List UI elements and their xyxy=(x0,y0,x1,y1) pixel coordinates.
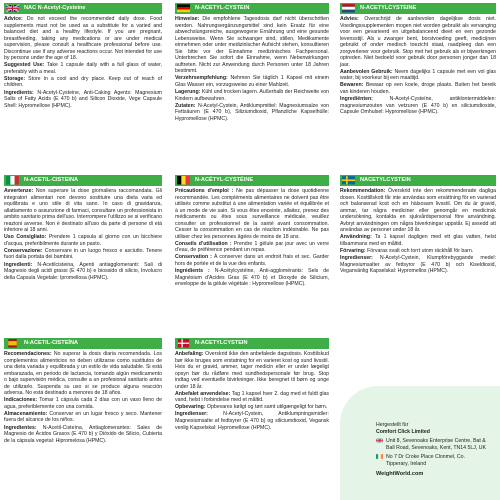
verzehrsempfehlung-text: Nehmen Sie täglich 1 Kapsel mit einem Glas Wasser ein, vorzugsweise zu einer Mahlzeit. xyxy=(175,75,329,88)
avvertenze-paragraph xyxy=(4,188,162,234)
manufacturer-heading-2: Comfort Click Limited xyxy=(376,428,430,435)
section-header-danish xyxy=(175,338,329,349)
verzehrsempfehlung-paragraph xyxy=(175,75,329,88)
ireland-flag-icon-small xyxy=(376,454,383,460)
anbefaling-label: Anbefaling: xyxy=(175,351,204,357)
germany-flag-icon xyxy=(177,4,190,13)
manufacturer-panel xyxy=(340,386,500,500)
section-header-english xyxy=(4,3,162,14)
section-title: NACETYLCYSTEIN xyxy=(360,177,411,184)
precautions-paragraph xyxy=(175,188,329,240)
bewaren-paragraph xyxy=(340,82,496,95)
ingredients-text: N-Acetyl-Cysteine, Anti-Caking Agents: Magnesium Salts of Fatty Acids (E 470 b) and Silicon Dioxide, Vege Capsule Shell: Hypromellose (HPMC). xyxy=(4,89,162,109)
conservation-paragraph xyxy=(175,254,329,267)
conservazione-paragraph xyxy=(4,248,162,261)
section-danish xyxy=(175,338,329,432)
anvandning-text: Ta 1 kapsel dagligen med ett glas vatten, helst tillsammans med en måltid. xyxy=(340,234,496,247)
almacenamiento-text: Conservar en un lugar fresco y seco. Mantener fuera del alcance de los niños. xyxy=(4,410,162,424)
suggested-use-label: Suggested Use: xyxy=(4,62,45,69)
conservation-text: À conserver dans un endroit frais et sec. Garder hors de portée et de la vue des enfants. xyxy=(175,254,329,268)
recomendaciones-paragraph xyxy=(4,351,162,397)
ingredienten-text: N-Acetyl-Cysteïne, antiklontermiddelen: magnesiumzouten van vetzuren (E 470 b) en siliciumdioxide, Capsule Omhulsel: Hypromellose (HPMC). xyxy=(340,96,496,116)
section-french xyxy=(175,175,329,288)
advice-text: Do not exceed the recommended daily dose. Food supplements must not be used as a substitute for a varied and balanced diet and a healthy lifestyle. If you are pregnant, breastfeeding, taking any medications or are under medical supervision, please consult a healthcare professional before use. Discontinue use if any adverse reactions occur. Not intended for use by persons under the age of 18. xyxy=(4,16,162,62)
recomendaciones-label: Recomendaciones: xyxy=(4,351,52,357)
section-italian xyxy=(4,175,162,282)
uso-label: Uso Consigliato: xyxy=(4,234,47,241)
denmark-flag-icon xyxy=(177,339,190,348)
ingredienser-da-text: N-Acetyl-Cystein, Antiklumpningsmidler: Magnesiumsalte af fedtsyrer (E 470 b) og siliciumdioxid, Vegansk venlig Kapselskal: Hypromellose (HPMC). xyxy=(175,411,329,431)
aanbevolen-text: Neem dagelijks 1 capsule met een vol glas water, bij voorkeur bij een maaltijd. xyxy=(340,68,496,82)
verzehrsempfehlung-label: Verzehrsempfehlung: xyxy=(175,75,228,82)
hinweise-text: Die empfohlene Tagesdosis darf nicht überschritten werden. Nahrungsergänzungsmittel sind kein Ersatz für eine abwechslungsreiche, ausgewogene Ernährung und eine gesunde Lebensweise. Wenn Sie schwanger sind, stillen, Medikamente einnehmen oder unter medizinischer Aufsicht stehen, konsultieren Sie bitte vor der Einnahme medizinisches Fachpersonal. Unterbrechen Sie sofort die Einnahme, wenn Nebenwirkungen auftreten. Nicht zur Anwendung durch Personen unter 18 Jahren bestimmt. xyxy=(175,16,330,75)
uk-flag-icon xyxy=(6,4,19,13)
ingredients-label: Ingredients: xyxy=(4,89,34,96)
zutaten-paragraph xyxy=(175,103,329,123)
precautions-label: Précautions d'emploi : xyxy=(175,188,234,194)
rekommendation-text: Överskrid inte den rekommenderade dagliga dosen. Kosttillskott får inte användas som ersättning för en varierad och balanserad kost och en hälsosam livsstil. Om du är gravid, ammar, tar några mediciner eller genomgår en medicinsk undersökning, kontakta en sjukvårdspersonal före användning. Avbryt användningen om några biverkningar uppstår. Ej avsedd att användas av personer under 18 år. xyxy=(340,188,496,234)
rekommendation-paragraph xyxy=(340,188,496,234)
conseils-label: Conseils d'utilisation : xyxy=(175,240,232,247)
conservation-label: Conservation : xyxy=(175,254,212,261)
ingredients-fr-text: N-Acétylcystéine, Anti-agglomérants: Sels de Magnésium d'Acides Gras (E 470 b) et Dioxyde de Silicium, enveloppe de la gélule végétale : Hypromellose (HPMC). xyxy=(175,268,329,288)
opbevaring-label: Opbevaring: xyxy=(175,404,206,411)
ingredienser-sv-label: Ingredienser: xyxy=(340,254,373,261)
advies-paragraph xyxy=(340,16,496,68)
anvandning-paragraph xyxy=(340,234,496,247)
advice-paragraph xyxy=(4,16,162,62)
zutaten-text: N-Acetyl-Cystein, Antiklumpmittel: Magnesiumsalze von Fettsäuren (E 470 b), Siliziumdioxid, Pflanzliche Kapselhülle: Hypromellose (HPMC). xyxy=(175,102,329,122)
advice-label: Advice: xyxy=(4,16,23,22)
ingredients-fr-label: Ingrédients : xyxy=(175,268,210,275)
precautions-text: Ne pas dépasser la dose quotidienne recommandée. Les compléments alimentaires ne doivent pas être utilisés comme substitut à une alimentation variée et équilibrée et à un mode de vie sain. Si vous êtes enceinte, allaitez, prenez des médicaments ou êtes sous surveillance médicale, veuillez consulter un professionnel de la santé avant consommation. Cesser la consommation en cas de réaction indésirable. Ne pas utiliser chez les personnes âgées de moins de 18 ans. xyxy=(175,188,329,240)
anvandning-label: Användning: xyxy=(340,234,372,241)
section-title: N-ACETIL-CISTEINA xyxy=(24,177,79,184)
section-title: N-ACETYLCYSTEIN xyxy=(195,340,248,347)
indicaciones-paragraph xyxy=(4,397,162,410)
website-link[interactable]: WeightWorld.com xyxy=(376,470,424,477)
conservazione-text: Conservare in un luogo fresco e asciutto. Tenere fuori dalla portata dei bambini. xyxy=(4,247,162,261)
avvertenze-label: Avvertenze: xyxy=(4,188,34,194)
section-title: N-ACÉTYL-CYSTÉINE xyxy=(195,177,254,184)
section-title: NAC N-Acetyl-Cysteine xyxy=(24,5,86,12)
section-dutch xyxy=(340,3,496,116)
section-header-german xyxy=(175,3,329,14)
bewaren-label: Bewaren: xyxy=(340,82,364,89)
section-title: N-ACETYLCYSTEINE xyxy=(360,5,417,12)
ingredienser-sv-text: N-Acetyl-Cystein, Klumpförebyggande medel: Magnesiumsalter av fettsyror (E 470 b) och Kiseldioxid, Veganvänlig Kapselskal: Hypromellos (HPMC). xyxy=(340,254,496,275)
uk-address-row xyxy=(376,438,486,451)
aanbevolen-paragraph xyxy=(340,69,496,82)
hinweise-paragraph xyxy=(175,16,329,75)
suggested-use-text: Take 1 capsule daily with a full glass of water, preferably with a meal. xyxy=(4,62,162,75)
section-header-swedish xyxy=(340,175,496,186)
ingredienser-sv-paragraph xyxy=(340,255,496,275)
ingredients-fr-paragraph xyxy=(175,268,329,288)
uk-address: Unit 8, Sevenoaks Enterprise Centre, Bat & Ball Road, Sevenoaks, Kent, TN14 5LJ, UK xyxy=(386,438,486,451)
storage-text: Store in a cool and dry place. Keep out of reach of children. xyxy=(4,75,162,89)
conservazione-label: Conservazione: xyxy=(4,247,43,254)
recomendaciones-text: No superar la dosis diaria recomendada. Los complementos alimenticios no deben utilizarse como sustitutos de una dieta variada y equilibrada y un estilo de vida saludable. Si está embarazada, en periodo de lactancia, tomando algún medicamento o bajo supervisión médica, consulte a un profesional sanitario antes de utilizarlo. Suspenda su uso si se produce alguna reacción adversa. No está destinado a menores de 18 años. xyxy=(4,351,162,397)
section-header-italian xyxy=(4,175,162,186)
advies-text: Overschrijd de aanbevolen dagelijkse dosis niet. Voedingssupplementen mogen niet worden gebruikt als vervanging voor een gevarieerd en uitgebalanceerd dieet en een gezonde levensstijl. Als u zwanger bent, borstvoeding geeft, medicijnen gebruikt of onder medisch toezicht staat, raadpleeg dan een zorgverlener voor gebruik. Stop met het gebruik als er bijwerkingen optreden. Niet bedoeld voor gebruik door personen jonger dan 18 jaar. xyxy=(340,16,496,68)
ingredienti-text: N-Acetilcisteina, Agenti antiagglomeranti: Sali di Magnesio degli acidi grassi (E 470 b) e biossido di silicio, Involucro della Capsula Vegetale: Ipromellosa (HPMC). xyxy=(4,261,162,281)
belgium-flag-icon xyxy=(177,176,190,185)
lagerung-paragraph xyxy=(175,89,329,102)
italy-flag-icon xyxy=(6,176,19,185)
manufacturer-info xyxy=(376,422,486,477)
forvaring-text: Förvaras svalt och torrt utom räckhåll för barn. xyxy=(367,247,474,254)
lagerung-label: Lagerung: xyxy=(175,89,201,96)
spain-flag-icon xyxy=(6,339,19,348)
almacenamiento-label: Almacenamiento: xyxy=(4,410,48,417)
manufacturer-heading-1: Hergestellt für xyxy=(376,422,409,428)
section-german xyxy=(175,3,329,123)
zutaten-label: Zutaten: xyxy=(175,102,196,109)
storage-paragraph xyxy=(4,76,162,89)
anbefaling-paragraph xyxy=(175,351,329,390)
suggested-use-paragraph xyxy=(4,62,162,75)
forvaring-label: Förvaring: xyxy=(340,247,366,254)
rekommendation-label: Rekommendation: xyxy=(340,188,386,194)
advies-label: Advies: xyxy=(340,16,359,22)
hinweise-label: Hinweise: xyxy=(175,16,200,22)
ingredienser-da-paragraph xyxy=(175,411,329,431)
conseils-paragraph xyxy=(175,241,329,254)
ingredienti-paragraph xyxy=(4,262,162,282)
opbevaring-text: Opbevares køligt og tørt samt utilgængeligt for børn. xyxy=(207,404,328,411)
lagerung-text: Kühl und trocken lagern. Außerhalb der Reichweite von Kindern aufbewahren. xyxy=(175,89,329,102)
sweden-flag-icon xyxy=(342,176,355,185)
section-english xyxy=(4,3,162,110)
ingredientes-paragraph xyxy=(4,425,162,445)
ingredienten-label: Ingrediënten: xyxy=(340,96,373,103)
section-title: N-ACETIL-CISTEÍNA xyxy=(24,340,79,347)
section-header-dutch xyxy=(340,3,496,14)
netherlands-flag-icon xyxy=(342,4,355,13)
section-header-spanish xyxy=(4,338,162,349)
forvaring-paragraph xyxy=(340,248,496,255)
ingredienten-paragraph xyxy=(340,96,496,116)
conseils-text: Prendre 1 gélule par jour avec un verre d'eau, de préférence pendant un repas. xyxy=(175,240,329,254)
anvendelse-paragraph xyxy=(175,391,329,404)
ingredientes-label: Ingredientes: xyxy=(4,424,37,431)
almacenamiento-paragraph xyxy=(4,411,162,424)
ingredienti-label: Ingredienti: xyxy=(4,261,33,268)
storage-label: Storage: xyxy=(4,75,26,82)
anvendelse-text: Tag 1 kapsel hver 2. dag med et fuldt glas vand, helst i forbindelse med et måltid. xyxy=(175,390,329,404)
uk-flag-icon-small xyxy=(376,438,383,444)
section-spanish xyxy=(4,338,162,445)
ingredients-paragraph xyxy=(4,90,162,110)
ie-address: No 7 Dr Croke Place Clonmel, Co. Tipperary, Ireland xyxy=(386,454,465,467)
uso-text: Prendere 1 capsula al giorno con un bicchiere d'acqua, preferibilmente durante un pasto. xyxy=(4,234,162,247)
section-header-french xyxy=(175,175,329,186)
indicaciones-label: Indicaciones: xyxy=(4,397,38,404)
avvertenze-text: Non superare la dose giornaliera raccomandata. Gli integratori alimentari non devono sostituire una dieta varia ed equilibrata e uno stile di vita sano. In caso di gravidanza, allattamento o assunzione di farmaci, consultare un professionista in ambito sanitario prima dell'uso. Interrompere l'utilizzo se si verificano reazioni avverse. Non è destinato all'uso da parte di persone di età inferiore ai 18 anni. xyxy=(4,188,162,234)
ingredienser-da-label: Ingredienser: xyxy=(175,411,208,418)
aanbevolen-label: Aanbevolen Gebruik: xyxy=(340,68,393,75)
anvendelse-label: Anbefalet anvendelse: xyxy=(175,390,231,397)
ie-address-row xyxy=(376,454,486,467)
indicaciones-text: Tomar 1 cápsula cada 2 días con un vaso lleno de agua, preferiblemente con una comida. xyxy=(4,397,162,410)
ingredientes-text: N-Acetil-Cisteína, Antiaglomerantes: Sales de Magnesio de Ácidos Grasos (E 470 b) y Dióxido de Silicio, Cubierta de la cápsula vegetal: Hipromelosa (HPMC). xyxy=(4,424,162,444)
section-swedish xyxy=(340,175,496,275)
anbefaling-text: Overskrid ikke den anbefalede dagsdosis. Kosttilskud bør ikke bruges som erstatning for en varieret kost og sund livsstil. Hvis du er gravid, ammer, tager medicin eller er under lægeligt opsyn bør du rådføre med sundhedspersonale før brug. Stop indtag ved eventuelle bivirkninger. Ikke beregnet til børn og unge under 18 år. xyxy=(175,351,329,390)
section-title: N-ACETYL-CYSTEIN xyxy=(195,5,250,12)
bewaren-text: Bewaar op een koele, droge plaats. Buiten het bereik van kinderen houden. xyxy=(340,82,496,96)
opbevaring-paragraph xyxy=(175,404,329,411)
uso-paragraph xyxy=(4,234,162,247)
